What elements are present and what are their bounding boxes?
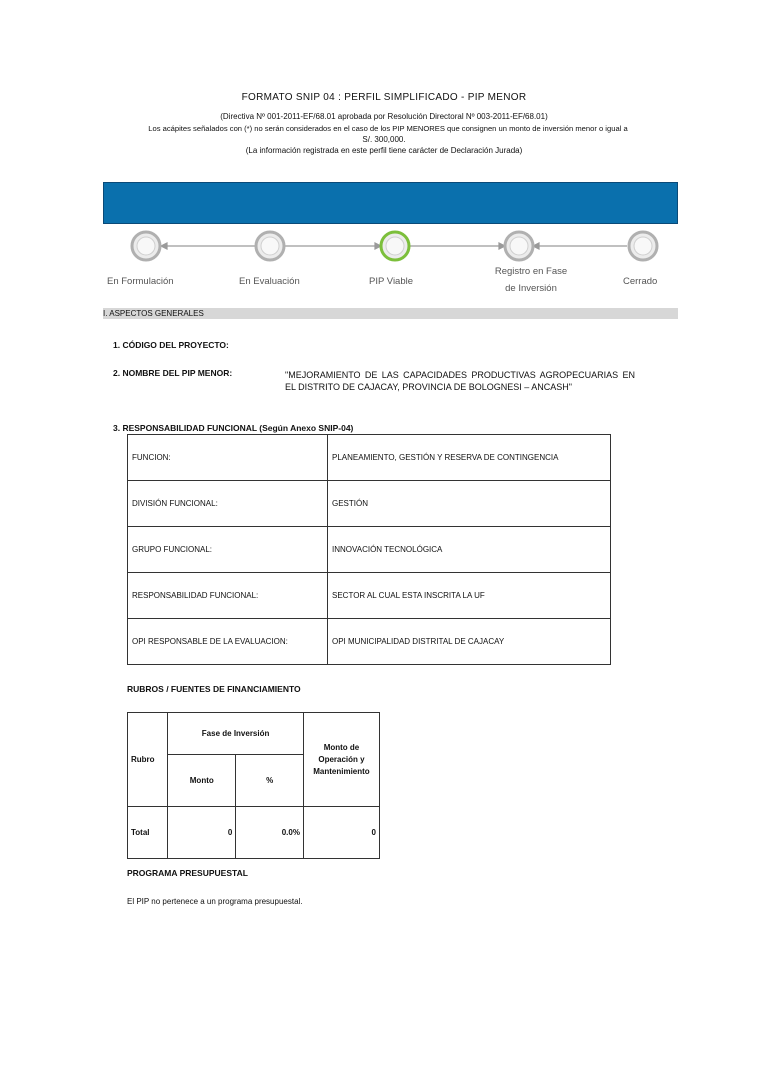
stage-label-viable: PIP Viable [369, 276, 414, 287]
item-codigo-proyecto: 1. CÓDIGO DEL PROYECTO: [113, 340, 229, 350]
table-row [128, 619, 611, 665]
table-cell-key: DIVISIÓN FUNCIONAL: [128, 481, 328, 527]
header-monto-om: Monto de Operación y Mantenimiento [303, 713, 379, 807]
header-pct: % [236, 755, 304, 807]
stage-node-inner-1 [261, 237, 279, 255]
item-responsabilidad: 3. RESPONSABILIDAD FUNCIONAL (Según Anexo SNIP-04) [113, 423, 354, 433]
document-title: FORMATO SNIP 04 : PERFIL SIMPLIFICADO - PIP MENOR [241, 92, 527, 103]
table-row [128, 435, 611, 481]
stage-label-registro-1: Registro en Fase [494, 266, 568, 277]
stage-label-formulacion: En Formulación [107, 276, 174, 287]
table-cell-key: OPI RESPONSABLE DE LA EVALUACION: [128, 619, 328, 665]
stage-node-inner-0 [137, 237, 155, 255]
table-cell-key: GRUPO FUNCIONAL: [128, 527, 328, 573]
note-line-2: S/. 300,000. [362, 135, 406, 144]
total-om: 0 [303, 807, 379, 859]
header-rubro: Rubro [128, 713, 168, 807]
table-cell-value: OPI MUNICIPALIDAD DISTRITAL DE CAJACAY [328, 619, 611, 665]
stage-node-inner-3 [510, 237, 528, 255]
table-cell-key: FUNCION: [128, 435, 328, 481]
table-cell-value: SECTOR AL CUAL ESTA INSCRITA LA UF [328, 573, 611, 619]
total-label: Total [128, 807, 168, 859]
total-monto: 0 [168, 807, 236, 859]
stage-node-inner-4 [634, 237, 652, 255]
budget-title: PROGRAMA PRESUPUESTAL [127, 868, 248, 878]
stage-node-inner-2 [386, 237, 404, 255]
header-monto: Monto [168, 755, 236, 807]
total-pct: 0.0% [236, 807, 304, 859]
functional-table [127, 434, 611, 665]
table-cell-value: GESTIÓN [328, 481, 611, 527]
table-row [128, 527, 611, 573]
table-row [128, 713, 380, 755]
header-fase-inversion: Fase de Inversión [168, 713, 304, 755]
note-line-1: Los acápites señalados con (*) no serán considerados en el caso de los PIP MENORES que consignen un monto de inversión menor o igual a [148, 124, 628, 133]
financing-title: RUBROS / FUENTES DE FINANCIAMIENTO [127, 684, 301, 694]
table-cell-value: INNOVACIÓN TECNOLÓGICA [328, 527, 611, 573]
table-cell-value: PLANEAMIENTO, GESTIÓN Y RESERVA DE CONTINGENCIA [328, 435, 611, 481]
stage-label-cerrado: Cerrado [623, 276, 658, 287]
section-title-aspectos: I. ASPECTOS GENERALES [103, 308, 678, 319]
stage-label-evaluacion: En Evaluación [239, 276, 300, 287]
project-name: "MEJORAMIENTO DE LAS CAPACIDADES PRODUCTIVAS AGROPECUARIAS EN EL DISTRITO DE CAJACAY, PROVINCIA DE BOLOGNESI – ANCASH" [285, 370, 635, 392]
financing-table [127, 712, 380, 859]
table-row-total [128, 807, 380, 859]
stage-progress [103, 228, 678, 298]
table-cell-key: RESPONSABILIDAD FUNCIONAL: [128, 573, 328, 619]
header-banner [103, 182, 678, 224]
table-row [128, 481, 611, 527]
directive-line: (Directiva Nº 001-2011-EF/68.01 aprobada por Resolución Directoral Nº 003-2011-EF/68.01) [220, 112, 548, 121]
budget-text: El PIP no pertenece a un programa presupuestal. [127, 897, 303, 906]
item-nombre-pip: 2. NOMBRE DEL PIP MENOR: [113, 368, 233, 378]
declaration-line: (La información registrada en este perfil tiene carácter de Declaración Jurada) [245, 146, 523, 155]
stage-label-registro-2: de Inversión [505, 283, 557, 294]
table-row [128, 573, 611, 619]
stage-progress-graphic [103, 228, 678, 298]
